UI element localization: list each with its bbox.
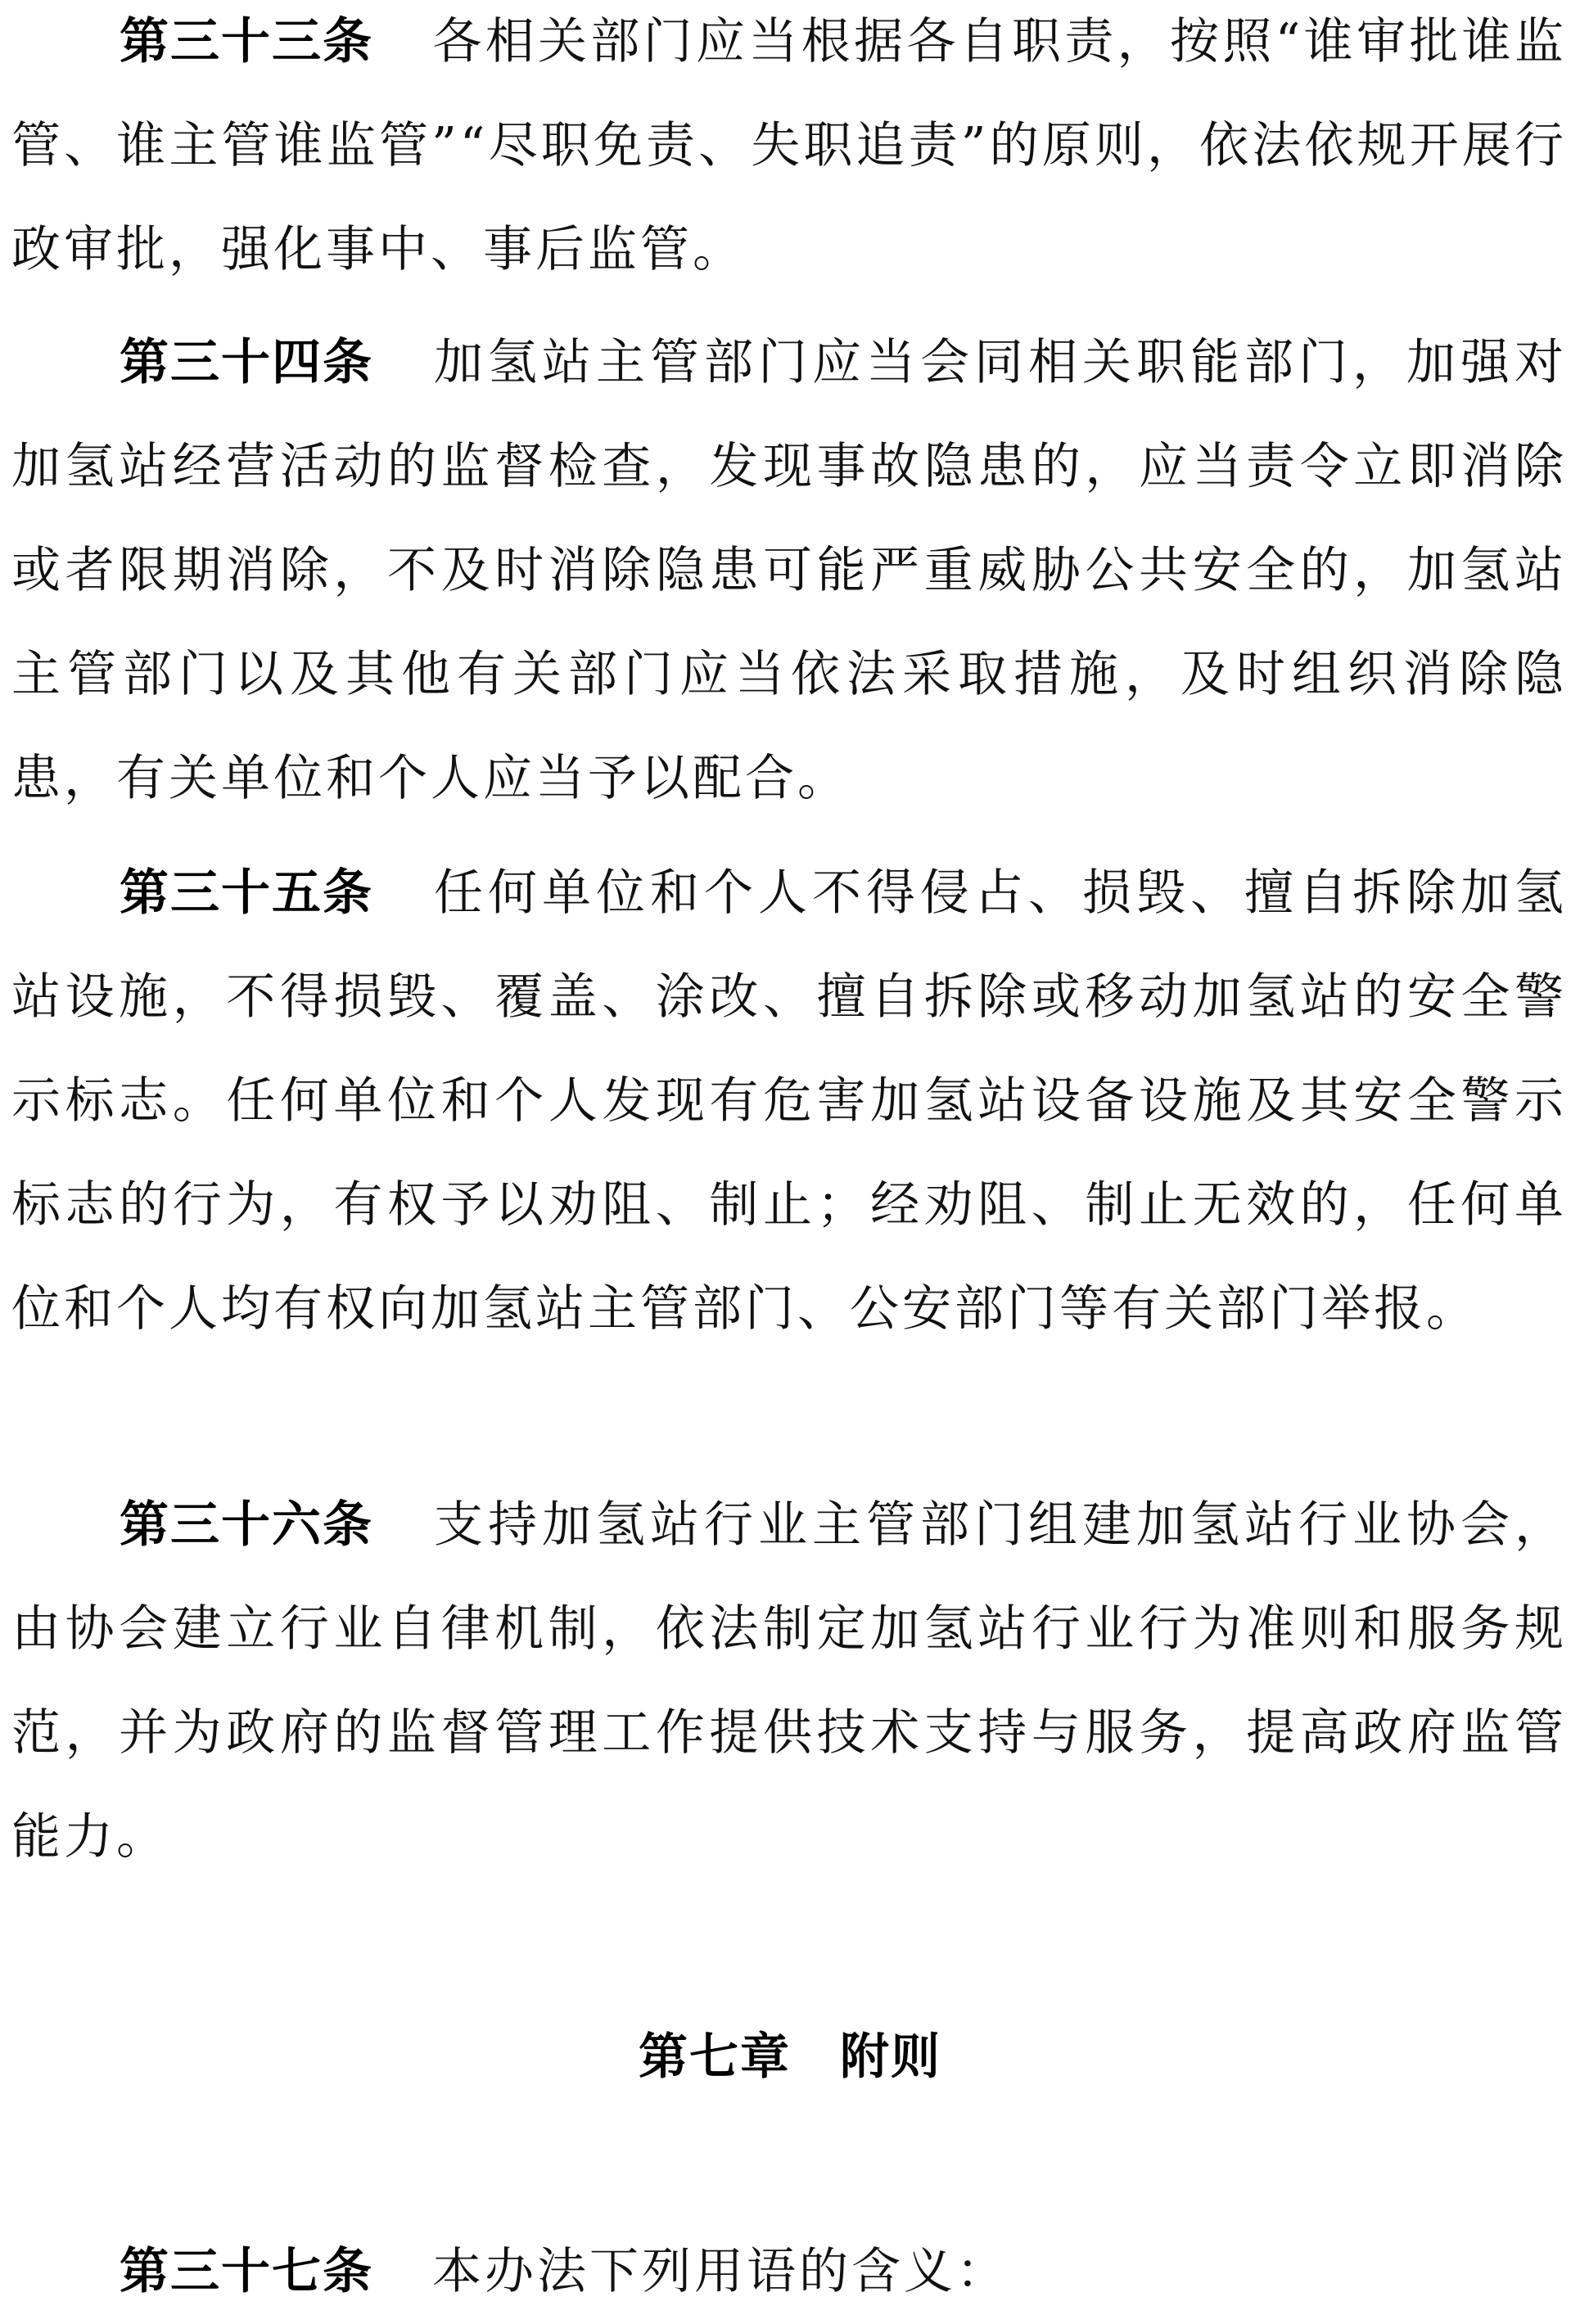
- article-text: 任何单位和个人不得侵占、损毁、擅自拆除加氢站设施，不得损毁、覆盖、涂改、擅自拆除或移动加氢站的安全警示标志。任何单位和个人发现有危害加氢站设备设施及其安全警示标志的行为，有权予以劝阻、制止；经劝阻、制止无效的，任何单位和个人均有权向加氢站主管部门、公安部门等有关部门举报。: [11, 864, 1567, 1338]
- article-text: 加氢站主管部门应当会同相关职能部门，加强对加氢站经营活动的监督检查，发现事故隐患的，应当责令立即消除或者限期消除，不及时消除隐患可能严重威胁公共安全的，加氢站主管部门以及其他有关部门应当依法采取措施，及时组织消除隐患，有关单位和个人应当予以配合。: [11, 334, 1567, 807]
- article-text: 支持加氢站行业主管部门组建加氢站行业协会，由协会建立行业自律机制，依法制定加氢站行业行为准则和服务规范，并为政府的监督管理工作提供技术支持与服务，提高政府监管能力。: [11, 1496, 1567, 1866]
- article-text: 各相关部门应当根据各自职责，按照“谁审批谁监管、谁主管谁监管”“尽职免责、失职追责”的原则，依法依规开展行政审批，强化事中、事后监管。: [11, 13, 1567, 278]
- chapter-number: 第七章: [639, 2028, 791, 2086]
- article-35: [11, 842, 1567, 1361]
- article-number: 第三十七条: [120, 2243, 373, 2300]
- article-number: 第三十五条: [120, 864, 373, 922]
- article-36: [11, 1473, 1567, 1889]
- article-text: 本办法下列用语的含义：: [432, 2243, 1009, 2300]
- article-34: [11, 311, 1567, 831]
- article-number: 第三十三条: [120, 13, 373, 70]
- article-number: 第三十六条: [120, 1496, 373, 1554]
- chapter-title: 附则: [840, 2028, 941, 2086]
- article-33: [11, 0, 1567, 302]
- article-number: 第三十四条: [120, 334, 373, 391]
- chapter-heading: [0, 2006, 1580, 2110]
